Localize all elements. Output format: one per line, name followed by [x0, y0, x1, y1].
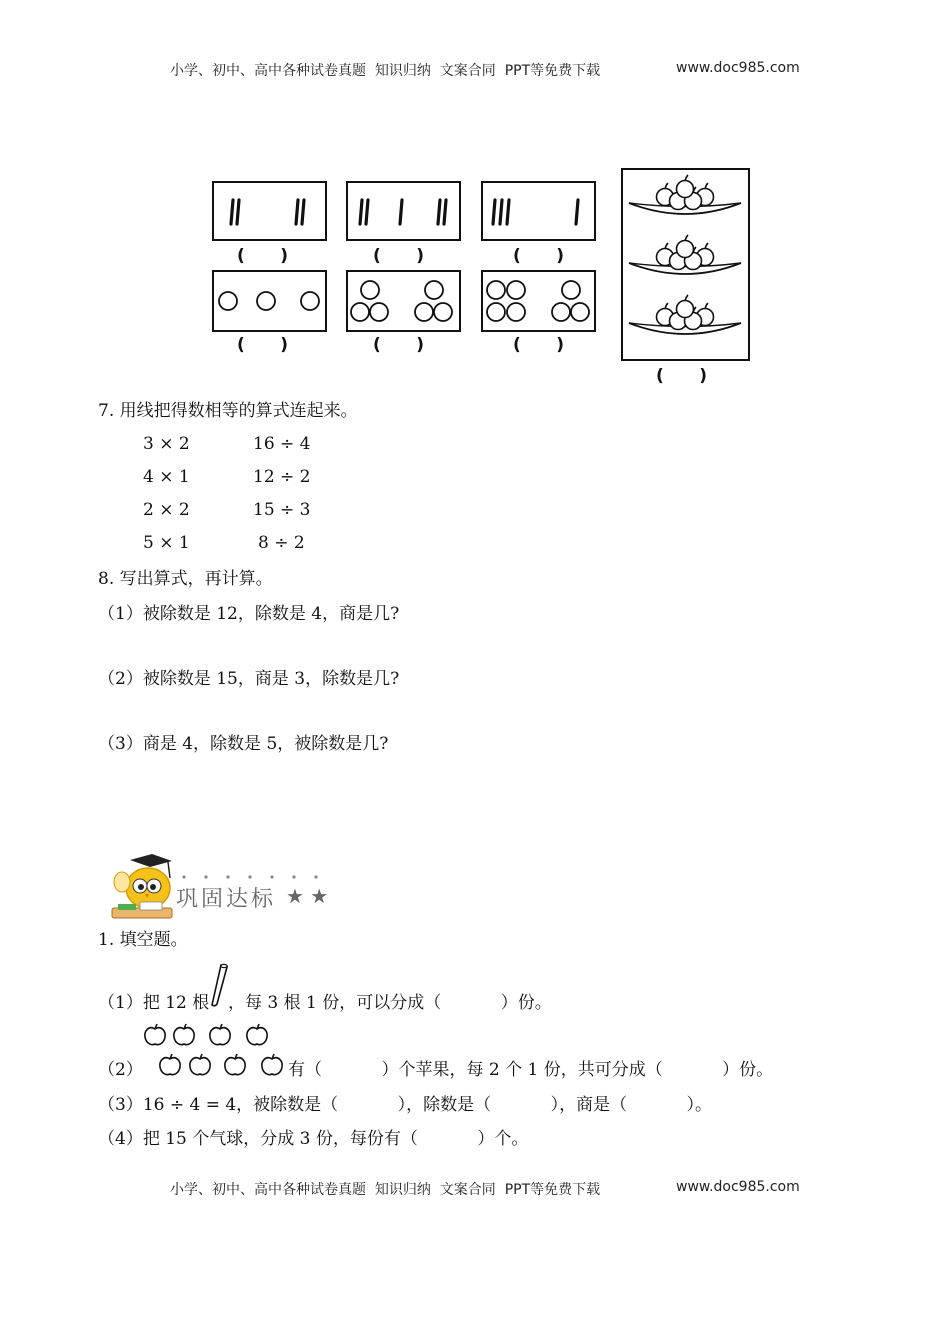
circle-box-2	[346, 270, 461, 332]
s1-title: 1. 填空题。	[98, 930, 188, 950]
stick-box-3	[481, 181, 596, 241]
s1-item-3: （3）16 ÷ 4 = 4，被除数是（ ），除数是（ ），商是（ ）。	[98, 1095, 713, 1115]
s1-item-1-suffix: ，每 3 根 1 份，可以分成（ ）份。	[228, 993, 552, 1013]
q7-left-expression[interactable]: 4 × 1	[143, 467, 190, 487]
answer-blank[interactable]: ( )	[237, 246, 289, 266]
q7-left-expression[interactable]: 5 × 1	[143, 533, 190, 553]
stick-box-2	[346, 181, 461, 241]
banner-title: 巩固达标	[176, 887, 277, 912]
q7-right-expression[interactable]: 8 ÷ 2	[258, 533, 305, 553]
s1-item-2-prefix: （2）	[98, 1060, 143, 1080]
s1-item-1-prefix: （1）把 12 根	[98, 993, 210, 1013]
header-website-link[interactable]: www.doc985.com	[676, 60, 800, 76]
sticks-icon	[214, 183, 325, 239]
circles-icon	[483, 272, 594, 330]
sticks-icon	[348, 183, 459, 239]
answer-blank[interactable]: ( )	[513, 335, 565, 355]
apple-plates-box	[621, 168, 750, 361]
q7-title: 7. 用线把得数相等的算式连起来。	[98, 401, 358, 421]
q7-left-expression[interactable]: 3 × 2	[143, 434, 190, 454]
q7-right-expression[interactable]: 15 ÷ 3	[253, 500, 311, 520]
dotted-line-icon	[178, 872, 338, 882]
stick-icon	[206, 962, 230, 1008]
s1-item-2-suffix: 有（ ）个苹果，每 2 个 1 份，共可分成（ ）份。	[288, 1060, 774, 1080]
q7-right-expression[interactable]: 12 ÷ 2	[253, 467, 311, 487]
sticks-icon	[483, 183, 594, 239]
answer-blank[interactable]: ( )	[373, 335, 425, 355]
q7-left-expression[interactable]: 2 × 2	[143, 500, 190, 520]
circle-box-1	[212, 270, 327, 332]
apples-icon	[140, 1022, 290, 1082]
footer-website-link[interactable]: www.doc985.com	[676, 1179, 800, 1195]
circles-icon	[214, 272, 325, 330]
banner-stars: ★ ★	[286, 884, 329, 908]
answer-blank[interactable]: ( )	[373, 246, 425, 266]
s1-item-4: （4）把 15 个气球，分成 3 份，每份有（ ）个。	[98, 1129, 529, 1149]
stick-box-1	[212, 181, 327, 241]
q8-title: 8. 写出算式，再计算。	[98, 569, 273, 589]
q8-item: （1）被除数是 12，除数是 4，商是几?	[98, 604, 400, 624]
circle-box-3	[481, 270, 596, 332]
section-banner	[108, 852, 348, 922]
circles-icon	[348, 272, 459, 330]
answer-blank[interactable]: ( )	[513, 246, 565, 266]
q8-item: （3）商是 4，除数是 5，被除数是几?	[98, 734, 389, 754]
header-left-text: 小学、初中、高中各种试卷真题 知识归纳 文案合同 PPT等免费下载	[170, 63, 601, 79]
answer-blank[interactable]: ( )	[237, 335, 289, 355]
answer-blank[interactable]: ( )	[656, 366, 708, 386]
q7-right-expression[interactable]: 16 ÷ 4	[253, 434, 311, 454]
apple-plate-icon	[623, 170, 748, 359]
owl-mascot-icon	[108, 852, 180, 922]
footer-left-text: 小学、初中、高中各种试卷真题 知识归纳 文案合同 PPT等免费下载	[170, 1182, 601, 1198]
q8-item: （2）被除数是 15，商是 3，除数是几?	[98, 669, 400, 689]
